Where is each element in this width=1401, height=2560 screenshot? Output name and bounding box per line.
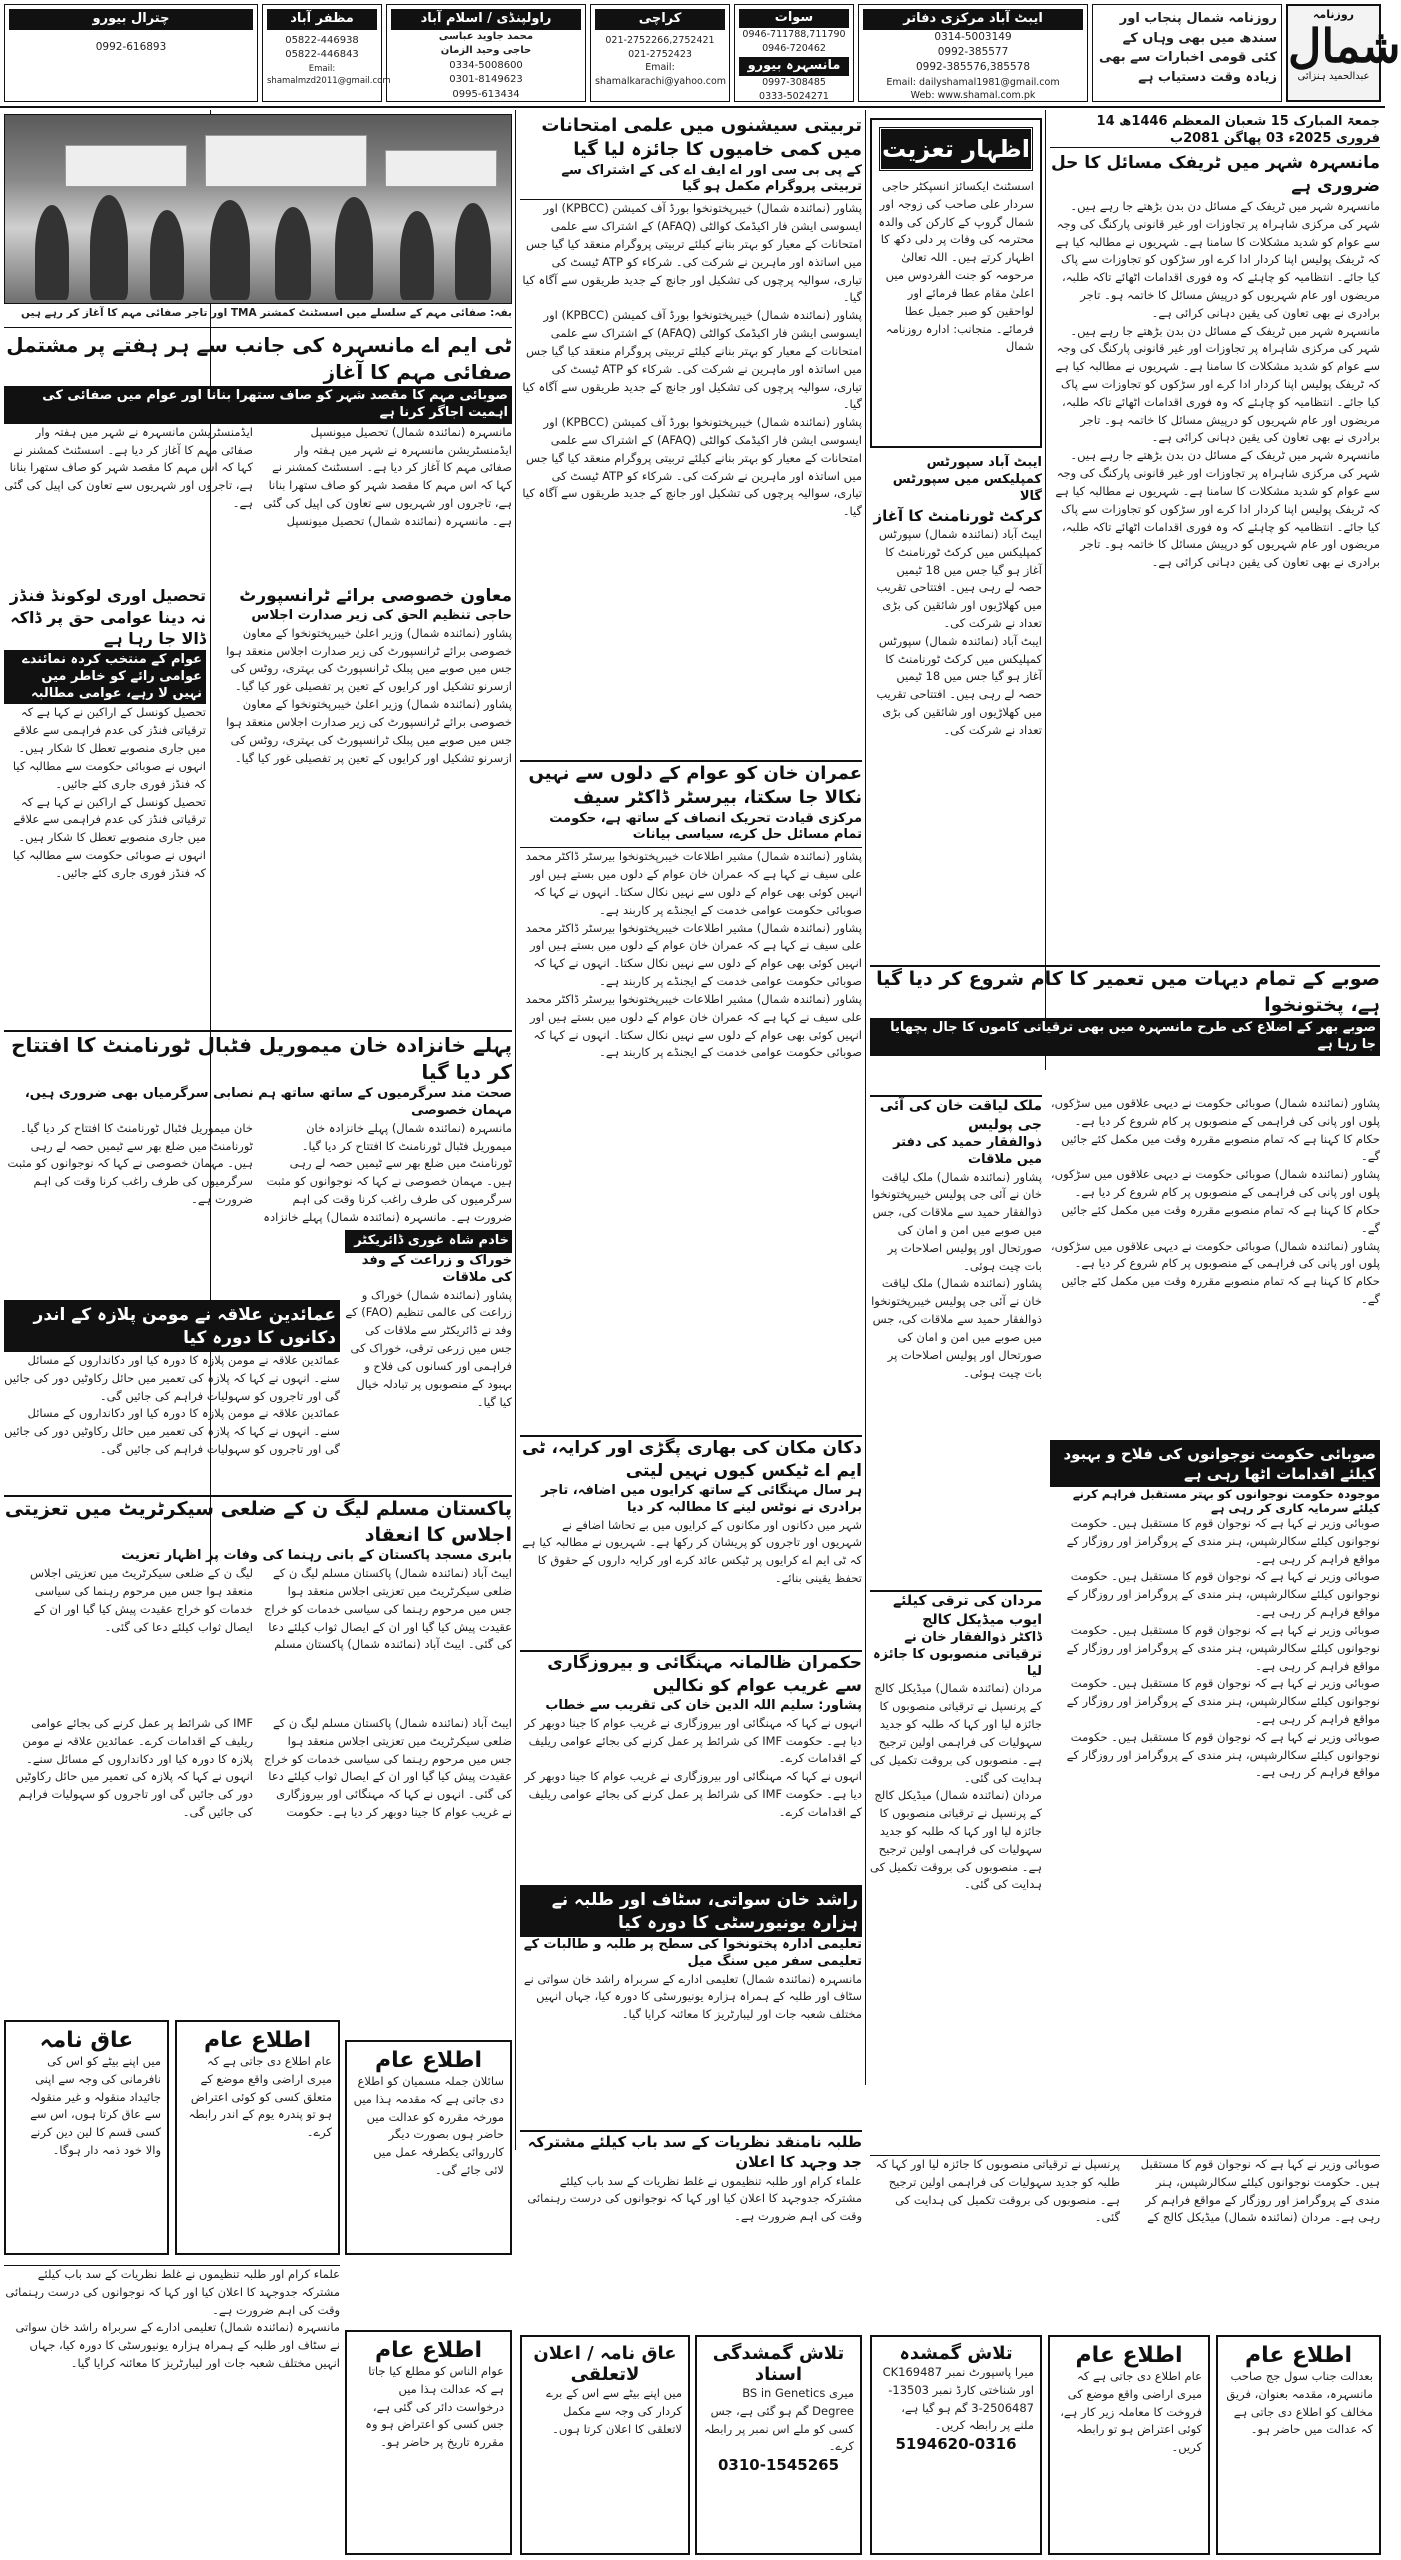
article-training-headline: تربیتی سیشنوں میں علمی امتحانات میں کمی خامیوں کا جائزہ لیا گیا	[541, 115, 862, 161]
classified-notice-3-title: اطلاع عام	[374, 2338, 483, 2363]
classified-notice-2-title: اطلاع عام	[374, 2048, 483, 2073]
article-tma-headline: ٹی ایم اے مانسہرہ کی جانب سے ہر ہفتے پر مشتمل صفائی مہم کا آغاز	[6, 333, 512, 384]
article-football-headline: پہلے خانزادہ خان میموریل فٹبال ٹورنامنٹ کا افتتاح کر دیا گیا	[11, 1033, 512, 1084]
article-police-headline: ملک لیاقت خان کی آئی جی پولیس	[879, 1098, 1042, 1133]
photo-caption	[4, 306, 512, 328]
classified-notice-5	[1216, 2335, 1381, 2555]
article-rent-subhead: ہر سال مہنگائی کے ساتھ کرایوں میں اضافہ، تاجر برادری نے نوٹس لینے کا مطالبہ کر دیا	[541, 1482, 862, 1515]
office-muzaffarabad	[262, 4, 391, 102]
office-abbottabad-phone3: 0992-385576,385578	[915, 61, 1030, 74]
article-rural-head	[870, 965, 1380, 1090]
office-swat-title: سوات	[739, 9, 849, 28]
article-traffic-body-cont2: مانسہرہ شہر میں ٹریفک کے مسائل دن بدن بڑھتے جا رہے ہیں۔ شہر کی مرکزی شاہراہ پر تجاوزات اور غیر قانونی پارکنگ کی وجہ سے عوام کو شدید مشکلات کا سامنا ہے۔ شہریوں نے مطالبہ کیا ہے کہ ٹریفک پولیس اپنا کردار ادا کرے اور سڑکوں کو تجاوزات سے پاک کیا جائے۔ انتظامیہ کو چاہئے کہ وہ فوری اقدامات اٹھائے تاکہ طلبہ، مریضوں اور عام شہریوں کو درپیش مسائل کا خاتمہ ہو۔ تاجر برادری نے بھی تعاون کی یقین دہانی کرائی ہے۔	[1055, 448, 1380, 570]
classified-notice-4	[1048, 2335, 1210, 2555]
article-rural-headline: صوبے کے تمام دیہات میں تعمیر کا کام شروع کر دیا گیا ہے، پختونخوا	[876, 968, 1380, 1016]
office-muzaffarabad-title: مظفر آباد	[267, 9, 377, 30]
classified-lost-degree-phone: 0310-1545265	[717, 2456, 840, 2475]
article-funds-subhead: عوام کے منتخب کردہ نمائندے عوامی رائے کو خاطر میں نہیں لا رہے، عوامی مطالبہ	[4, 650, 206, 705]
article-medical-body-cont: مردان (نمائندہ شمال) میڈیکل کالج کے پرنسپل نے ترقیاتی منصوبوں کا جائزہ لیا اور کہا کہ طلبہ کو جدید سہولیات کی فراہمی اولین ترجیح ہے۔ منصوبوں کی بروقت تکمیل کی ہدایت کی گئی۔	[869, 1788, 1042, 1892]
article-youth-body-cont3: صوبائی وزیر نے کہا ہے کہ نوجوان قوم کا مستقبل ہیں۔ حکومت نوجوانوں کیلئے سکالرشپس، ہنر مندی کے پروگرامز اور روزگار کے مواقع فراہم کر رہی ہے۔	[1066, 1676, 1380, 1726]
office-muzaffarabad-phone2: 05822-446843	[285, 49, 359, 61]
article-hazara-subhead: تعلیمی ادارہ پختونخوا کی سطح پر طلبہ و طالبات کے تعلیمی سفر میں سنگ میل	[523, 1936, 862, 1969]
office-rawalpindi-name1: محمد جاوید عباسی	[438, 30, 534, 42]
article-pmln-cont-body: ایبٹ آباد (نمائندہ شمال) پاکستان مسلم لیگ ن کے ضلعی سیکرٹریٹ میں تعزیتی اجلاس منعقد ہوا جس میں مرحوم رہنما کی سیاسی خدمات کو خراج عقیدت پیش کیا گیا اور ان کے ایصال ثواب کیلئے دعا کی گئی۔	[263, 1716, 512, 1802]
office-abbottabad-phone2: 0992-385577	[937, 46, 1009, 59]
article-police-body: پشاور (نمائندہ شمال) ملک لیاقت خان نے آئی جی پولیس خیبرپختونخوا ذوالفقار حمید سے ملاقات کی، جس میں صوبے میں امن و امان کی صورتحال اور پولیس اصلاحات پر بات چیت ہوئی۔	[871, 1169, 1042, 1273]
article-fao-headline: خادم شاہ غوری ڈائریکٹر	[345, 1230, 512, 1253]
article-traffic	[1050, 152, 1380, 962]
classified-notice-2-text: سائلان جملہ مسمیان کو اطلاع دی جاتی ہے کہ مقدمہ ہذا میں مورخہ مقررہ کو عدالت میں حاضر ہوں بصورت دیگر کارروائی یکطرفہ عمل میں لائی جائے گی۔	[353, 2074, 504, 2178]
office-mansehra-phone2: 0333-5024271	[759, 91, 829, 103]
article-hazara-body: مانسہرہ (نمائندہ شمال) تعلیمی ادارے کے سربراہ راشد خان سواتی نے سٹاف اور طلبہ کے ہمراہ ہزارہ یونیورسٹی کا دورہ کیا، جہاں انہیں مختلف شعبہ جات اور لیبارٹریز کا معائنہ کرایا گیا۔	[523, 1971, 862, 2022]
office-abbottabad	[858, 4, 1088, 102]
article-training-body-cont: پشاور (نمائندہ شمال) خیبرپختونخوا بورڈ آف کمیشن (KPBCC) اور ایسوسی ایشن فار اکیڈمک کوالٹی (AFAQ) کے اشتراک سے علمی امتحانات کے معیار کو بہتر بنانے کیلئے تربیتی پروگرام منعقد کیا گیا جس میں اساتذہ اور ماہرین نے شرکت کی۔ شرکاء کو ATP ٹیسٹ کی تیاری، سوالیہ پرچوں کی تشکیل اور جانچ کے جدید طریقوں سے آگاہ کیا گیا۔	[522, 308, 862, 412]
article-rural-body	[1050, 1095, 1380, 1435]
article-medical-headline: مردان کی ترقی کیلئے ایوب میڈیکل کالج	[892, 1593, 1042, 1628]
article-inflation-cont-body: انہوں نے کہا کہ مہنگائی اور بیروزگاری نے غریب عوام کا جینا دوبھر کر دیا ہے۔ حکومت IMF کی شرائط پر عمل کرنے کی بجائے عوامی ریلیف کے اقدامات کرے۔	[31, 1716, 512, 1820]
dateline-text: جمعۃ المبارک 15 شعبان المعظم 1446ھ 14 فروری 2025ء 03 پھاگن 2081ب	[1096, 114, 1380, 146]
classified-notice-5-text: بعدالت جناب سول جج صاحب مانسہرہ، مقدمہ بعنوان، فریق مخالف کو اطلاع دی جاتی ہے کہ عدالت میں حاضر ہو۔	[1226, 2369, 1373, 2437]
classified-aaq-1	[4, 2020, 169, 2255]
article-football-body-cont: مانسہرہ (نمائندہ شمال) پہلے خانزادہ خان میموریل فٹبال ٹورنامنٹ کا افتتاح کر دیا گیا۔ ٹورنامنٹ میں ضلع بھر سے ٹیمیں حصہ لے رہی ہیں۔ مہمان خصوصی نے کہا کہ نوجوانوں کو مثبت سرگرمیوں کی طرف راغب کرنا وقت کی اہم ضرورت ہے۔	[7, 1120, 447, 1224]
article-rent	[520, 1435, 862, 1645]
office-rawalpindi-phone1: 0334-5008600	[449, 59, 523, 71]
office-swat-phone2: 0946-720462	[762, 42, 826, 54]
article-cricket-body-cont: ایبٹ آباد (نمائندہ شمال) سپورٹس کمپلیکس میں کرکٹ ٹورنامنٹ کا آغاز ہو گیا جس میں 18 ٹیمیں حصہ لے رہی ہیں۔ افتتاحی تقریب میں کھلاڑیوں اور شائقین کی بڑی تعداد نے شرکت کی۔	[876, 633, 1042, 737]
article-imran-headline: عمران خان کو عوام کے دلوں سے نہیں نکالا جا سکتا، بیرسٹر ڈاکٹر سیف	[528, 763, 862, 809]
article-youth-cont-body: صوبائی وزیر نے کہا ہے کہ نوجوان قوم کا مستقبل ہیں۔ حکومت نوجوانوں کیلئے سکالرشپس، ہنر مندی کے پروگرامز اور روزگار کے مواقع فراہم کر رہی ہے۔	[1140, 2157, 1380, 2225]
office-rawalpindi-title: راولپنڈی / اسلام آباد	[391, 9, 581, 30]
header-bar	[0, 0, 1401, 108]
article-hazara-cont-body: مانسہرہ (نمائندہ شمال) تعلیمی ادارے کے سربراہ راشد خان سواتی نے سٹاف اور طلبہ کے ہمراہ ہزارہ یونیورسٹی کا دورہ کیا، جہاں انہیں مختلف شعبہ جات اور لیبارٹریز کا معائنہ کرایا گیا۔	[15, 2320, 340, 2371]
article-transport-body: پشاور (نمائندہ شمال) وزیر اعلیٰ خیبرپختونخوا کے معاون خصوصی برائے ٹرانسپورٹ کی زیر صدارت اجلاس منعقد ہوا جس میں صوبے میں پبلک ٹرانسپورٹ کی بہتری، روٹس کی ازسرنو تشکیل اور کرایوں کے تعین پر تفصیلی غور کیا گیا۔	[226, 625, 512, 694]
office-mansehra-title: مانسہرہ بیورو	[739, 57, 849, 76]
classified-aaq-1-text: میں اپنے بیٹے کو اس کی نافرمانی کی وجہ سے اپنی جائیداد منقولہ و غیر منقولہ سے عاق کرتا ہوں، اس سے کسی قسم کا لین دین کرنے والا خود ذمہ دار ہوگا۔	[30, 2054, 161, 2158]
article-plaza-cont-body: عمائدین علاقہ نے مومن پلازہ کا دورہ کیا اور دکانداروں کے مسائل سنے۔ انہوں نے کہا کہ پلازہ کی تعمیر میں حائل رکاوٹیں دور کی جائیں گی اور تاجروں کو سہولیات فراہم کی جائیں گی۔	[15, 1733, 253, 1820]
office-rawalpindi-name2: حاجی وحید الزمان	[440, 45, 532, 57]
article-cricket-body: ایبٹ آباد (نمائندہ شمال) سپورٹس کمپلیکس میں کرکٹ ٹورنامنٹ کا آغاز ہو گیا جس میں 18 ٹیمیں حصہ لے رہی ہیں۔ افتتاحی تقریب میں کھلاڑیوں اور شائقین کی بڑی تعداد نے شرکت کی۔	[876, 526, 1042, 630]
article-football-body: مانسہرہ (نمائندہ شمال) پہلے خانزادہ خان میموریل فٹبال ٹورنامنٹ کا افتتاح کر دیا گیا۔ ٹورنامنٹ میں ضلع بھر سے ٹیمیں حصہ لے رہی ہیں۔ مہمان خصوصی نے کہا کہ نوجوانوں کو مثبت سرگرمیوں کی طرف راغب کرنا وقت کی اہم ضرورت ہے۔	[266, 1120, 512, 1224]
masthead-tagline: روزنامہ	[1312, 8, 1355, 21]
article-inflation-subhead: پشاور: سلیم اللہ الدین خان کی تقریب سے خطاب	[545, 1697, 862, 1713]
article-fao-subhead: خوراک و زراعت کے وفد کی ملاقات	[361, 1252, 512, 1285]
article-imran-body-cont: پشاور (نمائندہ شمال) مشیر اطلاعات خیبرپختونخوا بیرسٹر ڈاکٹر محمد علی سیف نے کہا ہے کہ عمران خان عوام کے دلوں میں بستے ہیں اور انہیں کوئی بھی عوام کے دلوں سے نہیں نکال سکتا۔ انہوں نے کہا کہ صوبائی حکومت عوامی خدمت کے ایجنڈے پر کاربند ہے۔	[525, 920, 862, 989]
header-notice-text: روزنامہ شمال پنجاب اور سندھ میں بھی وہاں کے کئی قومی اخبارات سے بھی زیادہ وقت دستیاب ہے	[1098, 11, 1277, 85]
classified-notice-1-title: اطلاع عام	[203, 2028, 312, 2053]
article-youth-cont	[870, 2155, 1380, 2330]
dateline	[1050, 114, 1380, 148]
article-pmln-cont	[4, 1715, 512, 2015]
classified-aaq-2	[520, 2335, 690, 2555]
article-police-body-cont: پشاور (نمائندہ شمال) ملک لیاقت خان نے آئی جی پولیس خیبرپختونخوا ذوالفقار حمید سے ملاقات کی، جس میں صوبے میں امن و امان کی صورتحال اور پولیس اصلاحات پر بات چیت ہوئی۔	[871, 1276, 1042, 1380]
article-football-subhead: صحت مند سرگرمیوں کے ساتھ ساتھ ہم نصابی سرگرمیاں بھی ضروری ہیں، مہمان خصوصی	[24, 1086, 512, 1118]
article-youth-body-text: صوبائی وزیر نے کہا ہے کہ نوجوان قوم کا مستقبل ہیں۔ حکومت نوجوانوں کیلئے سکالرشپس، ہنر مندی کے پروگرامز اور روزگار کے مواقع فراہم کر رہی ہے۔	[1066, 1516, 1380, 1566]
office-muzaffarabad-email: Email: shamalmzd2011@gmail.com	[267, 63, 391, 87]
office-karachi-phone1: 021-2752266,2752421	[605, 34, 715, 46]
article-tma-body-cont: مانسہرہ (نمائندہ شمال) تحصیل میونسپل ایڈمنسٹریشن مانسہرہ نے شہر میں ہفتہ وار صفائی مہم کا آغاز کر دیا ہے۔ اسسٹنٹ کمشنر نے کہا کہ اس مہم کا مقصد شہر کو صاف ستھرا بنانا ہے، تاجروں اور شہریوں سے تعاون کی اپیل کی گئی ہے۔	[4, 424, 489, 528]
article-funds-body-cont: تحصیل کونسل کے اراکین نے کہا ہے کہ ترقیاتی فنڈز کی عدم فراہمی سے علاقے میں جاری منصوبے تعطل کا شکار ہیں۔ انہوں نے صوبائی حکومت سے مطالبہ کیا کہ فنڈز فوری جاری کئے جائیں۔	[12, 794, 206, 880]
article-rural-body-text: پشاور (نمائندہ شمال) صوبائی حکومت نے دیہی علاقوں میں سڑکوں، پلوں اور پانی کی فراہمی کے منصوبوں پر کام شروع کر دیا ہے۔ حکام کا کہنا ہے کہ تمام منصوبے مقررہ وقت میں مکمل کئے جائیں گے۔	[1050, 1096, 1380, 1164]
classified-notice-1	[175, 2020, 340, 2255]
article-tma-body: مانسہرہ (نمائندہ شمال) تحصیل میونسپل ایڈمنسٹریشن مانسہرہ نے شہر میں ہفتہ وار صفائی مہم کا آغاز کر دیا ہے۔ اسسٹنٹ کمشنر نے کہا کہ اس مہم کا مقصد شہر کو صاف ستھرا بنانا ہے، تاجروں اور شہریوں سے تعاون کی اپیل کی گئی ہے۔	[263, 424, 512, 528]
office-karachi-title: کراچی	[595, 9, 725, 30]
article-plaza	[4, 1300, 340, 1490]
article-youth-body-cont4: صوبائی وزیر نے کہا ہے کہ نوجوان قوم کا مستقبل ہیں۔ حکومت نوجوانوں کیلئے سکالرشپس، ہنر مندی کے پروگرامز اور روزگار کے مواقع فراہم کر رہی ہے۔	[1066, 1729, 1380, 1780]
condolence-title: اظہار تعزیت	[878, 126, 1034, 172]
article-ideology-headline: طلبہ نامنقد نظریات کے سد باب کیلئے مشترکہ جد وجہد کا اعلان	[527, 2133, 862, 2172]
article-hazara	[520, 1885, 862, 2125]
article-rural-body-cont2: پشاور (نمائندہ شمال) صوبائی حکومت نے دیہی علاقوں میں سڑکوں، پلوں اور پانی کی فراہمی کے منصوبوں پر کام شروع کر دیا ہے۔ حکام کا کہنا ہے کہ تمام منصوبے مقررہ وقت میں مکمل کئے جائیں گے۔	[1050, 1238, 1380, 1306]
article-police	[870, 1095, 1042, 1585]
header-notice	[1092, 4, 1282, 102]
classified-notice-4-text: عام اطلاع دی جاتی ہے کہ میری اراضی واقع موضع کی فروخت کا معاملہ زیر کار ہے، کوئی اعتراض ہو تو رابطہ کریں۔	[1060, 2369, 1202, 2455]
masthead-name: شمال	[1288, 19, 1401, 73]
office-muzaffarabad-phone1: 05822-446938	[285, 34, 359, 46]
condolence-text: اسسٹنٹ ایکسائز انسپکٹر حاجی سردار علی صاحب کی زوجہ اور شمال گروپ کے کارکن کی والدہ محترمہ کی وفات پر دلی دکھ کا اظہار کرتے ہیں۔ اللہ تعالیٰ مرحومہ کو جنت الفردوس میں اعلیٰ مقام عطا فرمائے اور لواحقین کو صبر جمیل عطا فرمائے۔ منجانب: ادارہ روزنامہ شمال	[878, 179, 1034, 354]
article-pmln-body-cont: ایبٹ آباد (نمائندہ شمال) پاکستان مسلم لیگ ن کے ضلعی سیکرٹریٹ میں تعزیتی اجلاس منعقد ہوا جس میں مرحوم رہنما کی سیاسی خدمات کو خراج عقیدت پیش کیا گیا اور ان کے ایصال ثواب کیلئے دعا کی گئی۔	[30, 1566, 465, 1652]
article-training-subhead: کے پی بی سی اور اے ایف اے کی کے اشتراک سے تربیتی پروگرام مکمل ہو گیا	[520, 163, 862, 201]
article-police-subhead: ذوالفقار حمید کی دفتر میں ملاقات	[893, 1134, 1042, 1167]
office-abbottabad-web: Web: www.shamal.com.pk	[910, 90, 1036, 102]
article-rent-body: شہر میں دکانوں اور مکانوں کے کرایوں میں بے تحاشا اضافے نے شہریوں اور تاجروں کو پریشان کر رکھا ہے۔ شہریوں نے مطالبہ کیا ہے کہ ٹی ایم اے کرایوں پر ٹیکس عائد کرے اور کرایہ داروں کے حقوق کا تحفظ یقینی بنائے۔	[522, 1517, 862, 1586]
article-training-body-cont2: پشاور (نمائندہ شمال) خیبرپختونخوا بورڈ آف کمیشن (KPBCC) اور ایسوسی ایشن فار اکیڈمک کوالٹی (AFAQ) کے اشتراک سے علمی امتحانات کے معیار کو بہتر بنانے کیلئے تربیتی پروگرام منعقد کیا گیا جس میں اساتذہ اور ماہرین نے شرکت کی۔ شرکاء کو ATP ٹیسٹ کی تیاری، سوالیہ پرچوں کی تشکیل اور جانچ کے جدید طریقوں سے آگاہ کیا گیا۔	[522, 415, 862, 519]
classified-lost-passport-title: تلاش گمشدہ	[899, 2343, 1013, 2364]
article-ideology-cont	[4, 2265, 340, 2555]
office-rawalpindi	[386, 4, 586, 102]
article-medical-subhead: ڈاکٹر ذوالفقار خان نے ترقیاتی منصوبوں کا جائزہ لیا	[873, 1629, 1042, 1679]
article-inflation	[520, 1650, 862, 1880]
article-rural-subhead: صوبے بھر کے اضلاع کی طرح مانسہرہ میں بھی ترقیاتی کاموں کا جال بچھایا جا رہا ہے	[870, 1018, 1380, 1056]
article-ideology	[520, 2130, 862, 2330]
article-inflation-body: انہوں نے کہا کہ مہنگائی اور بیروزگاری نے غریب عوام کا جینا دوبھر کر دیا ہے۔ حکومت IMF کی شرائط پر عمل کرنے کی بجائے عوامی ریلیف کے اقدامات کرے۔	[524, 1715, 862, 1766]
classified-lost-passport	[870, 2335, 1042, 2555]
article-traffic-body-cont: مانسہرہ شہر میں ٹریفک کے مسائل دن بدن بڑھتے جا رہے ہیں۔ شہر کی مرکزی شاہراہ پر تجاوزات اور غیر قانونی پارکنگ کی وجہ سے عوام کو شدید مشکلات کا سامنا ہے۔ شہریوں نے مطالبہ کیا ہے کہ ٹریفک پولیس اپنا کردار ادا کرے اور سڑکوں کو تجاوزات سے پاک کیا جائے۔ انتظامیہ کو چاہئے کہ وہ فوری اقدامات اٹھائے تاکہ طلبہ، مریضوں اور عام شہریوں کو درپیش مسائل کا خاتمہ ہو۔ تاجر برادری نے بھی تعاون کی یقین دہانی کرائی ہے۔	[1055, 323, 1380, 445]
office-chitral-phone1: 0992-616893	[95, 40, 167, 53]
classified-aaq-2-title: عاق نامہ / اعلان لاتعلقی	[533, 2343, 677, 2385]
article-ideology-body: علماء کرام اور طلبہ تنظیموں نے غلط نظریات کے سد باب کیلئے مشترکہ جدوجہد کا اعلان کیا اور کہا کہ نوجوانوں کی درست رہنمائی وقت کی اہم ضرورت ہے۔	[527, 2173, 862, 2224]
article-traffic-body: مانسہرہ شہر میں ٹریفک کے مسائل دن بدن بڑھتے جا رہے ہیں۔ شہر کی مرکزی شاہراہ پر تجاوزات اور غیر قانونی پارکنگ کی وجہ سے عوام کو شدید مشکلات کا سامنا ہے۔ شہریوں نے مطالبہ کیا ہے کہ ٹریفک پولیس اپنا کردار ادا کرے اور سڑکوں کو تجاوزات سے پاک کیا جائے۔ انتظامیہ کو چاہئے کہ وہ فوری اقدامات اٹھائے تاکہ طلبہ، مریضوں اور عام شہریوں کو درپیش مسائل کا خاتمہ ہو۔ تاجر برادری نے بھی تعاون کی یقین دہانی کرائی ہے۔	[1055, 198, 1380, 320]
article-youth-head	[1050, 1440, 1380, 1516]
article-imran-body: پشاور (نمائندہ شمال) مشیر اطلاعات خیبرپختونخوا بیرسٹر ڈاکٹر محمد علی سیف نے کہا ہے کہ عمران خان عوام کے دلوں میں بستے ہیں اور انہیں کوئی بھی عوام کے دلوں سے نہیں نکال سکتا۔ انہوں نے کہا کہ صوبائی حکومت عوامی خدمت کے ایجنڈے پر کاربند ہے۔	[525, 849, 862, 917]
article-imran	[520, 760, 862, 1430]
article-youth-body-cont: صوبائی وزیر نے کہا ہے کہ نوجوان قوم کا مستقبل ہیں۔ حکومت نوجوانوں کیلئے سکالرشپس، ہنر مندی کے پروگرامز اور روزگار کے مواقع فراہم کر رہی ہے۔	[1066, 1569, 1380, 1620]
article-transport-subhead: حاجی تنظیم الحق کی زیر صدارت اجلاس	[251, 607, 512, 623]
article-rural-body-cont: پشاور (نمائندہ شمال) صوبائی حکومت نے دیہی علاقوں میں سڑکوں، پلوں اور پانی کی فراہمی کے منصوبوں پر کام شروع کر دیا ہے۔ حکام کا کہنا ہے کہ تمام منصوبے مقررہ وقت میں مکمل کئے جائیں گے۔	[1050, 1167, 1380, 1235]
office-chitral-title: چترال بیورو	[9, 9, 253, 30]
classified-notice-2	[345, 2040, 512, 2255]
article-cricket-subhead: ایبٹ آباد سپورٹس کمپلیکس میں سپورٹس گالا	[892, 455, 1042, 504]
condolence-box	[870, 118, 1042, 448]
photo-caption-text: بفہ: صفائی مہم کے سلسلے میں اسسٹنٹ کمشنر TMA اور تاجر صفائی مہم کا آغاز کر رہے ہیں	[21, 307, 512, 319]
office-abbottabad-phone1: 0314-5003149	[934, 30, 1012, 43]
article-imran-subhead: مرکزی قیادت تحریک انصاف کے ساتھ ہے، حکومت تمام مسائل حل کرے، سیاسی بیانات	[520, 811, 862, 849]
classified-notice-3-text: عوام الناس کو مطلع کیا جاتا ہے کہ عدالت ہذا میں درخواست دائر کی گئی ہے، جس کسی کو اعتراض ہو وہ مقررہ تاریخ پر حاضر ہو۔	[365, 2364, 504, 2450]
article-funds-body: تحصیل کونسل کے اراکین نے کہا ہے کہ ترقیاتی فنڈز کی عدم فراہمی سے علاقے میں جاری منصوبے تعطل کا شکار ہیں۔ انہوں نے صوبائی حکومت سے مطالبہ کیا کہ فنڈز فوری جاری کئے جائیں۔	[12, 705, 206, 791]
office-abbottabad-email: Email: dailyshamal1981@gmail.com	[886, 76, 1060, 88]
article-plaza-headline: عمائدین علاقہ نے مومن پلازہ کے اندر دکانوں کا دورہ کیا	[4, 1302, 340, 1352]
office-karachi-email: Email: shamalkarachi@yahoo.com	[595, 62, 727, 88]
office-swat-mansehra	[734, 4, 854, 102]
office-rawalpindi-phone2: 0301-8149623	[449, 74, 523, 86]
article-inflation-headline: حکمران ظالمانہ مہنگائی و بیروزگاری سے غریب عوام کو نکالیں	[547, 1653, 862, 1696]
news-photo	[4, 114, 512, 304]
article-tma	[4, 332, 512, 582]
article-traffic-headline: مانسہرہ شہر میں ٹریفک مسائل کا حل ضروری ہے	[1050, 153, 1380, 196]
office-karachi-phone2: 021-2752423	[628, 48, 692, 60]
article-training-body: پشاور (نمائندہ شمال) خیبرپختونخوا بورڈ آف کمیشن (KPBCC) اور ایسوسی ایشن فار اکیڈمک کوالٹی (AFAQ) کے اشتراک سے علمی امتحانات کے معیار کو بہتر بنانے کیلئے تربیتی پروگرام منعقد کیا گیا جس میں اساتذہ اور ماہرین نے شرکت کی۔ شرکاء کو ATP ٹیسٹ کی تیاری، سوالیہ پرچوں کی تشکیل اور جانچ کے جدید طریقوں سے آگاہ کیا گیا۔	[522, 201, 862, 305]
article-pmln-subhead: بابری مسجد پاکستان کے بانی رہنما کی وفات پر اظہار تعزیت	[121, 1548, 512, 1564]
article-tma-subhead: صوبائی مہم کا مقصد شہر کو صاف ستھرا بنانا اور عوام میں صفائی کی اہمیت اجاگر کرنا ہے	[4, 386, 512, 424]
classified-lost-degree-text: میری BS in Genetics Degree گم ہو گئی ہے، جس کسی کو ملے اس نمبر پر رابطہ کرے۔	[704, 2386, 854, 2454]
article-youth-body	[1050, 1515, 1380, 2145]
classified-notice-1-text: عام اطلاع دی جاتی ہے کہ میری اراضی واقع موضع کے متعلق کسی کو کوئی اعتراض ہو تو پندرہ یوم کے اندر رابطہ کرے۔	[188, 2054, 332, 2140]
article-training	[520, 114, 862, 754]
article-funds-headline: تحصیل اوری لوکونڈ فنڈز نہ دینا عوامی حق پر ڈاکہ ڈالا جا رہا ہے	[9, 586, 206, 649]
article-plaza-body-cont: عمائدین علاقہ نے مومن پلازہ کا دورہ کیا اور دکانداروں کے مسائل سنے۔ انہوں نے کہا کہ پلازہ کی تعمیر میں حائل رکاوٹیں دور کی جائیں گی اور تاجروں کو سہولیات فراہم کی جائیں گی۔	[4, 1406, 340, 1456]
article-youth-body-cont2: صوبائی وزیر نے کہا ہے کہ نوجوان قوم کا مستقبل ہیں۔ حکومت نوجوانوں کیلئے سکالرشپس، ہنر مندی کے پروگرامز اور روزگار کے مواقع فراہم کر رہی ہے۔	[1066, 1622, 1380, 1673]
office-karachi	[590, 4, 730, 102]
article-medical-cont-body: مردان (نمائندہ شمال) میڈیکل کالج کے پرنسپل نے ترقیاتی منصوبوں کا جائزہ لیا اور کہا کہ طلبہ کو جدید سہولیات کی فراہمی اولین ترجیح ہے۔ منصوبوں کی بروقت تکمیل کی ہدایت کی گئی۔	[875, 2157, 1331, 2225]
classified-notice-5-title: اطلاع عام	[1244, 2343, 1353, 2368]
article-funds	[4, 585, 206, 1025]
classified-notice-4-title: اطلاع عام	[1075, 2343, 1183, 2368]
article-pmln-headline: پاکستان مسلم لیگ ن کے ضلعی سیکرٹریٹ میں تعزیتی اجلاس کا انعقاد	[4, 1498, 512, 1546]
classified-aaq-1-title: عاق نامہ	[39, 2028, 134, 2053]
article-fao	[345, 1230, 512, 1470]
article-fao-body: پشاور (نمائندہ شمال) خوراک و زراعت کی عالمی تنظیم (FAO) کے وفد نے ڈائریکٹر سے ملاقات کی جس میں زرعی ترقی، خوراک کی فراہمی اور کسانوں کی فلاح و بہبود کے منصوبوں پر تبادلہ خیال کیا گیا۔	[345, 1287, 512, 1409]
article-pmln-body: ایبٹ آباد (نمائندہ شمال) پاکستان مسلم لیگ ن کے ضلعی سیکرٹریٹ میں تعزیتی اجلاس منعقد ہوا جس میں مرحوم رہنما کی سیاسی خدمات کو خراج عقیدت پیش کیا گیا اور ان کے ایصال ثواب کیلئے دعا کی گئی۔	[263, 1566, 512, 1652]
article-plaza-body: عمائدین علاقہ نے مومن پلازہ کا دورہ کیا اور دکانداروں کے مسائل سنے۔ انہوں نے کہا کہ پلازہ کی تعمیر میں حائل رکاوٹیں دور کی جائیں گی اور تاجروں کو سہولیات فراہم کی جائیں گی۔	[4, 1352, 340, 1403]
article-medical-body: مردان (نمائندہ شمال) میڈیکل کالج کے پرنسپل نے ترقیاتی منصوبوں کا جائزہ لیا اور کہا کہ طلبہ کو جدید سہولیات کی فراہمی اولین ترجیح ہے۔ منصوبوں کی بروقت تکمیل کی ہدایت کی گئی۔	[869, 1681, 1042, 1785]
article-transport	[215, 585, 512, 1025]
masthead-logo	[1286, 4, 1401, 102]
article-ideology-cont-body: علماء کرام اور طلبہ تنظیموں نے غلط نظریات کے سد باب کیلئے مشترکہ جدوجہد کا اعلان کیا اور کہا کہ نوجوانوں کی درست رہنمائی وقت کی اہم ضرورت ہے۔	[5, 2267, 340, 2317]
office-mansehra-phone1: 0997-308485	[762, 77, 826, 89]
classified-lost-degree-title: تلاش گمشدگی اسناد	[712, 2343, 845, 2385]
classified-aaq-2-text: میں اپنے بیٹے سے اس کے برے کردار کی وجہ سے مکمل لاتعلقی کا اعلان کرتا ہوں۔	[546, 2386, 682, 2436]
classified-notice-3	[345, 2330, 512, 2555]
office-chitral	[4, 4, 258, 102]
office-rawalpindi-phone3: 0995-613434	[452, 88, 520, 100]
article-transport-body-cont: پشاور (نمائندہ شمال) وزیر اعلیٰ خیبرپختونخوا کے معاون خصوصی برائے ٹرانسپورٹ کی زیر صدارت اجلاس منعقد ہوا جس میں صوبے میں پبلک ٹرانسپورٹ کی بہتری، روٹس کی ازسرنو تشکیل اور کرایوں کے تعین پر تفصیلی غور کیا گیا۔	[226, 697, 512, 765]
article-medical	[870, 1590, 1042, 2150]
article-imran-body-cont2: پشاور (نمائندہ شمال) مشیر اطلاعات خیبرپختونخوا بیرسٹر ڈاکٹر محمد علی سیف نے کہا ہے کہ عمران خان عوام کے دلوں میں بستے ہیں اور انہیں کوئی بھی عوام کے دلوں سے نہیں نکال سکتا۔ انہوں نے کہا کہ صوبائی حکومت عوامی خدمت کے ایجنڈے پر کاربند ہے۔	[525, 991, 862, 1060]
article-cricket-headline: کرکٹ ٹورنامنٹ کا آغاز	[873, 506, 1042, 525]
article-transport-headline: معاون خصوصی برائے ٹرانسپورٹ	[239, 586, 512, 606]
office-abbottabad-title: ایبٹ آباد مرکزی دفاتر	[863, 9, 1083, 30]
office-swat-phone1: 0946-711788,711790	[742, 28, 846, 40]
article-youth-subhead: موجودہ حکومت نوجوانوں کو بہتر مستقبل فراہم کرنے کیلئے سرمایہ کاری کر رہی ہے	[1072, 1486, 1380, 1516]
classified-lost-degree	[695, 2335, 862, 2555]
article-inflation-body-cont: انہوں نے کہا کہ مہنگائی اور بیروزگاری نے غریب عوام کا جینا دوبھر کر دیا ہے۔ حکومت IMF کی شرائط پر عمل کرنے کی بجائے عوامی ریلیف کے اقدامات کرے۔	[524, 1769, 862, 1819]
article-pmln	[4, 1495, 512, 1710]
article-rent-headline: دکان مکان کی بھاری پگڑی اور کرایہ، ٹی ایم اے ٹیکس کیوں نہیں لیتی	[522, 1438, 862, 1481]
masthead-editor: عبدالحمید ہنزائی	[1297, 71, 1370, 82]
classified-lost-passport-phone: 5194620-0316	[895, 2435, 1017, 2454]
article-cricket	[870, 455, 1042, 955]
article-youth-headline: صوبائی حکومت نوجوانوں کی فلاح و بہبود کیلئے اقدامات اٹھا رہی ہے	[1050, 1442, 1380, 1487]
classified-lost-passport-text: میرا پاسپورٹ نمبر CK169487 اور شناختی کارڈ نمبر 13503-2506487-3 گم ہو گیا ہے، ملنے پر رابطہ کریں۔	[882, 2365, 1034, 2433]
article-hazara-headline: راشد خان سواتی، سٹاف اور طلبہ نے ہزارہ یونیورسٹی کا دورہ کیا	[520, 1887, 862, 1937]
